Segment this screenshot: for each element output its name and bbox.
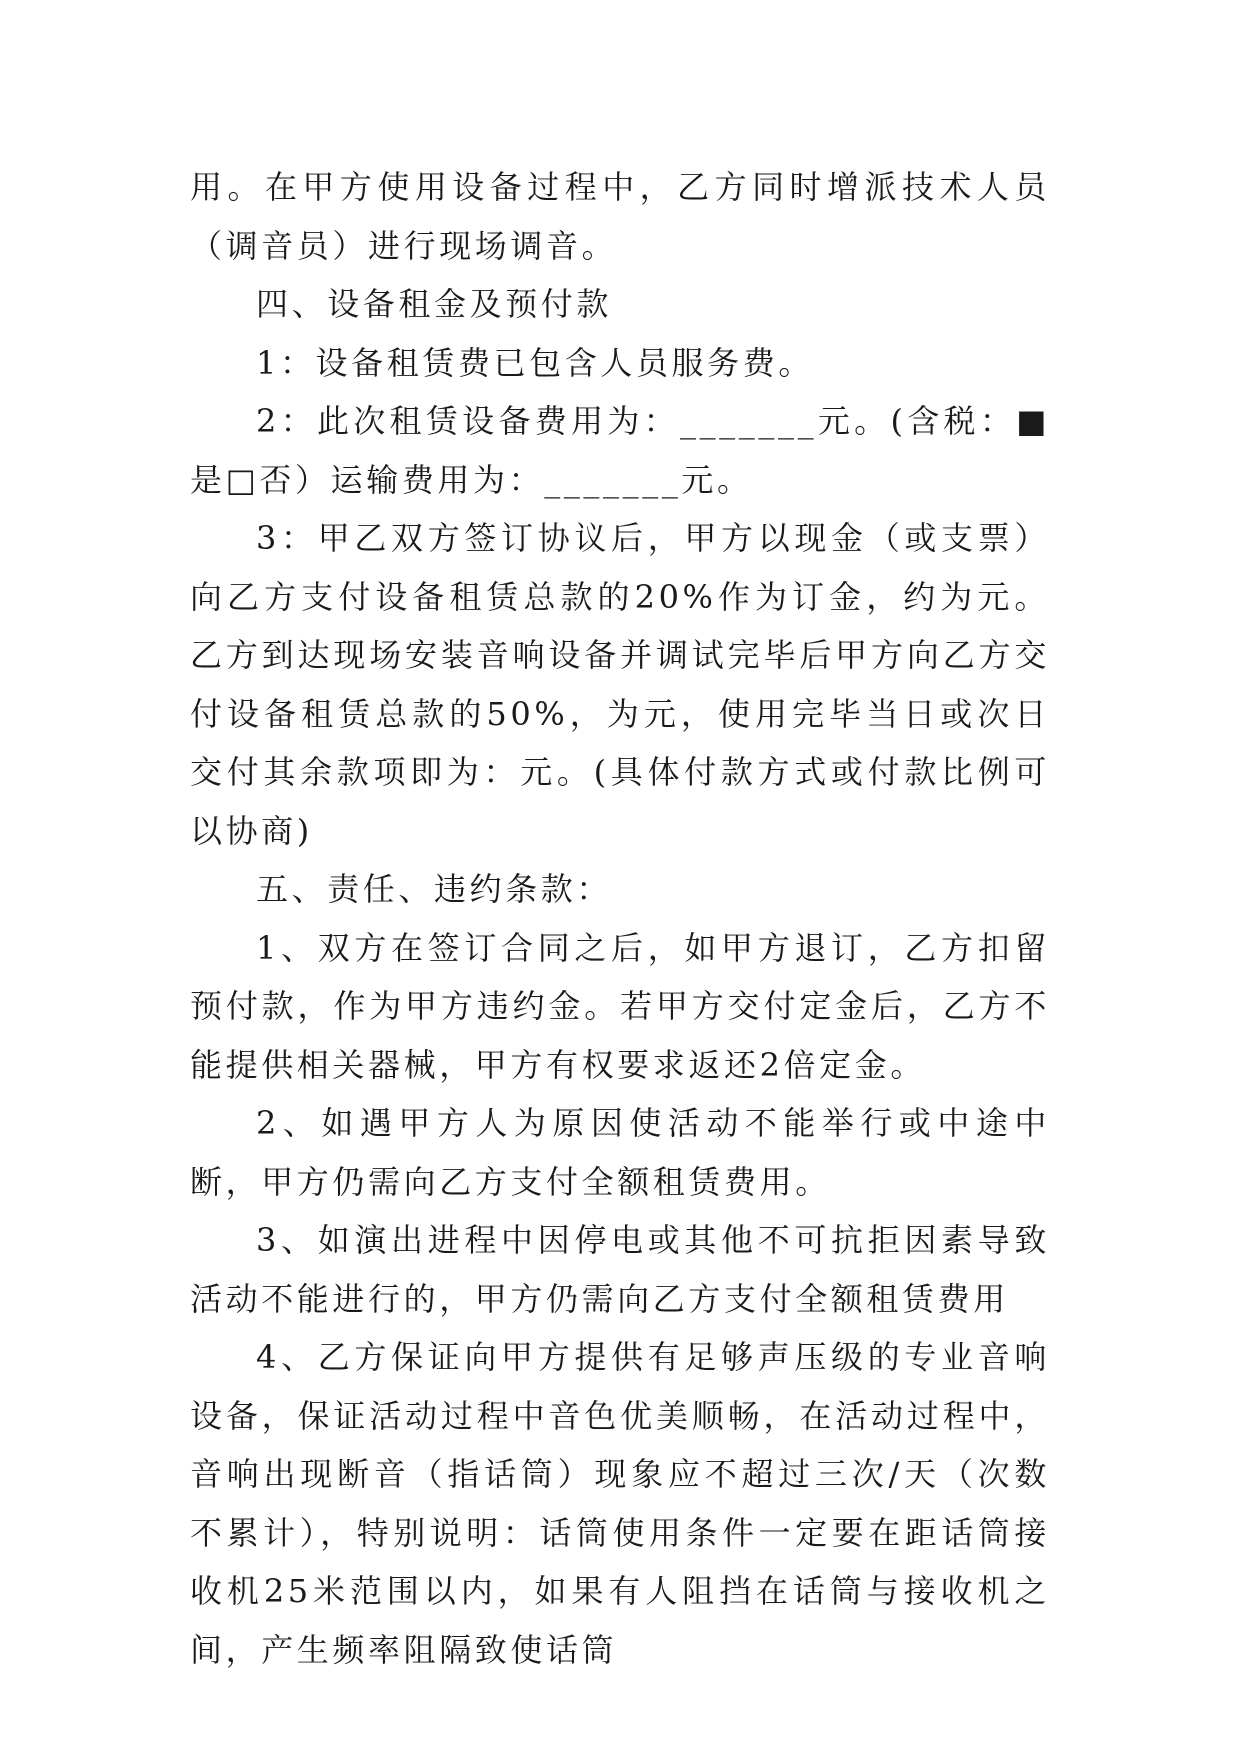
clause-5-2: 2、如遇甲方人为原因使活动不能举行或中途中断，甲方仍需向乙方支付全额租赁费用。 [190, 1104, 1050, 1201]
contract-body [190, 158, 1050, 1679]
section-heading-rent-and-prepayment: 四、设备租金及预付款 [256, 285, 613, 323]
clause-4-3: 3：甲乙双方签订协议后，甲方以现金（或支票）向乙方支付设备租赁总款的20%作为订金，约为元。乙方到达现场安装音响设备并调试完毕后甲方向乙方交付设备租赁总款的50%，为元，使用完毕当日或次日交付其余款项即为：元。(具体付款方式或付款比例可以协商) [190, 519, 1050, 850]
paragraph-continuation: 用。在甲方使用设备过程中，乙方同时增派技术人员（调音员）进行现场调音。 [190, 168, 1050, 265]
clause-5-4: 4、乙方保证向甲方提供有足够声压级的专业音响设备，保证活动过程中音色优美顺畅，在活动过程中，音响出现断音（指话筒）现象应不超过三次/天（次数不累计），特别说明：话筒使用条件一定要在距话筒接收机25米范围以内，如果有人阻挡在话筒与接收机之间，产生频率阻隔致使话筒 [190, 1338, 1050, 1669]
clause-5-3: 3、如演出进程中因停电或其他不可抗拒因素导致活动不能进行的，甲方仍需向乙方支付全额租赁费用 [190, 1221, 1050, 1318]
clause-5-1: 1、双方在签订合同之后，如甲方退订，乙方扣留预付款，作为甲方违约金。若甲方交付定金后，乙方不能提供相关器械，甲方有权要求返还2倍定金。 [190, 928, 1050, 1084]
section-heading-liability-and-breach: 五、责任、违约条款： [256, 870, 613, 908]
clause-4-1: 1：设备租赁费已包含人员服务费。 [256, 343, 814, 382]
clause-4-2: 2：此次租赁设备费用为：_______元。(含税：■是□否）运输费用为：_______元。 [190, 402, 1050, 499]
